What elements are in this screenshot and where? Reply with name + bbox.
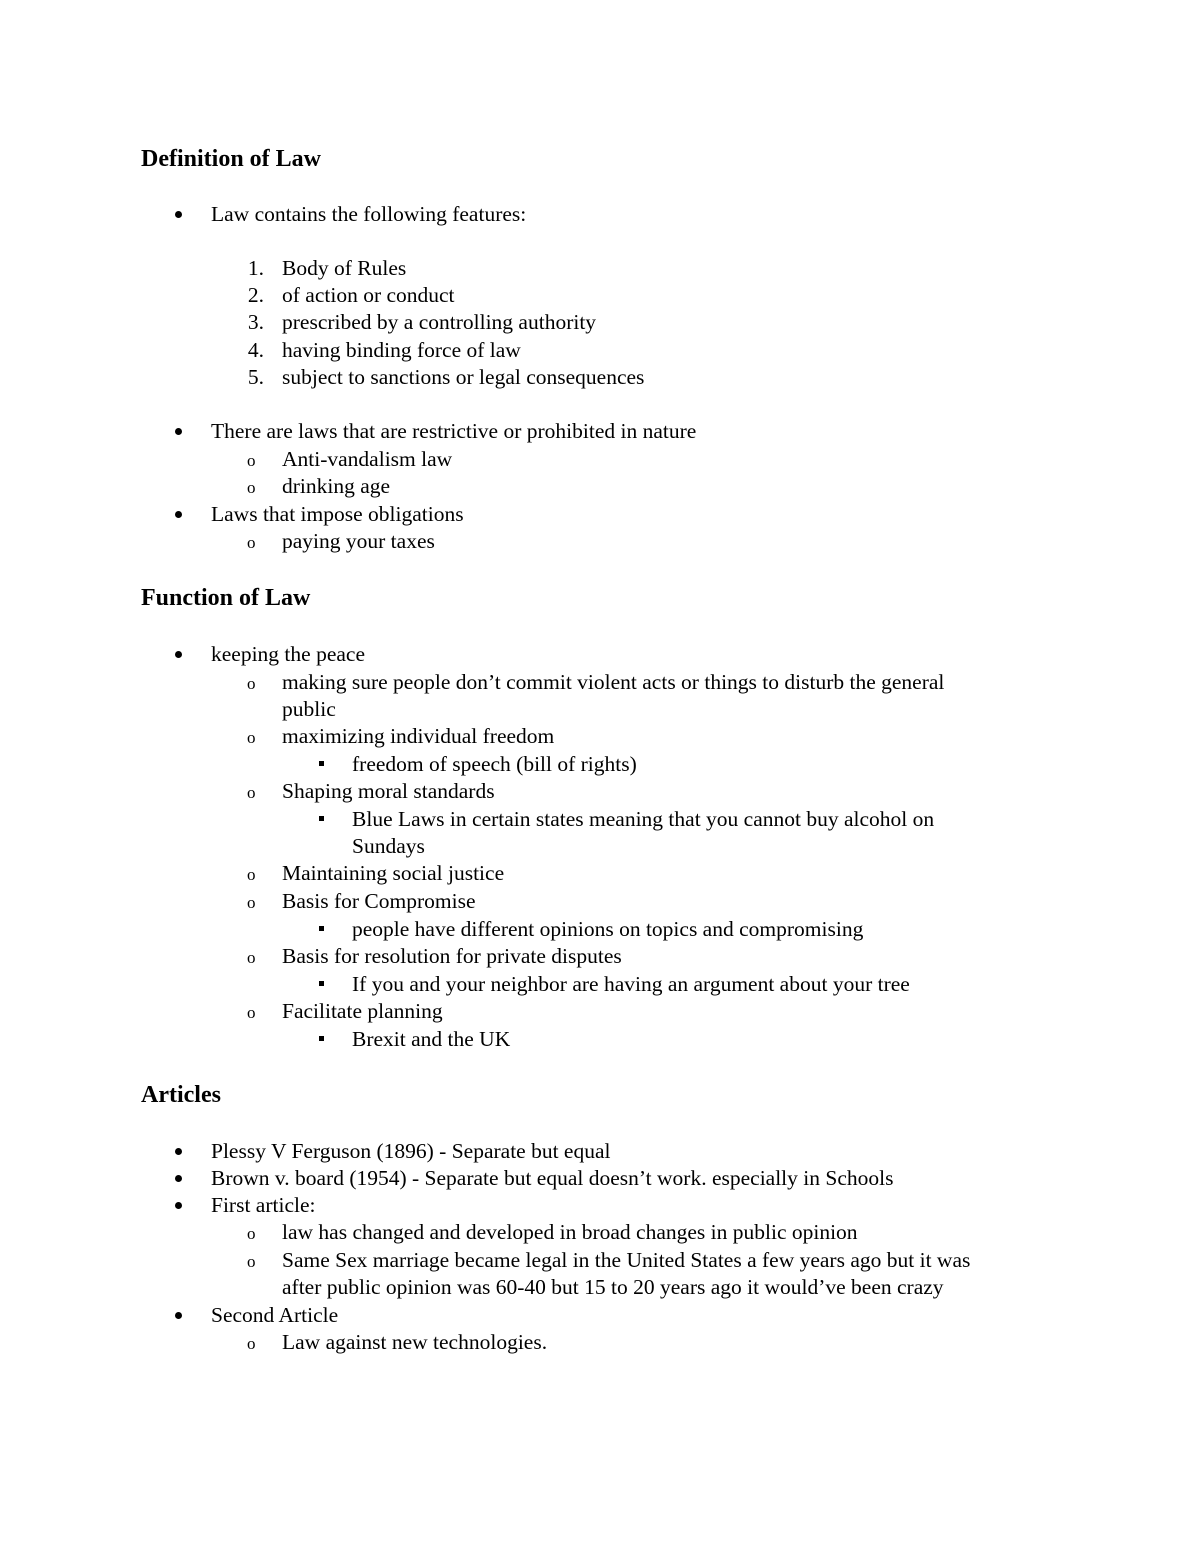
circle-bullet-icon: o <box>247 674 256 693</box>
list-item: If you and your neighbor are having an argument about your tree <box>352 972 910 996</box>
square-bullet-icon <box>319 816 324 821</box>
circle-bullet-icon: o <box>247 478 256 497</box>
list-item-continuation: public <box>282 697 336 721</box>
circle-bullet-icon: o <box>247 865 256 884</box>
bullet-icon <box>175 1148 182 1155</box>
circle-bullet-icon: o <box>247 1252 256 1271</box>
list-item: Brexit and the UK <box>352 1027 511 1051</box>
bullet-icon <box>175 651 182 658</box>
section-heading-definition: Definition of Law <box>141 146 321 172</box>
list-number: 4. <box>247 338 264 362</box>
list-item: Second Article <box>211 1303 339 1327</box>
circle-bullet-icon: o <box>247 451 256 470</box>
list-item: Maintaining social justice <box>282 861 505 885</box>
square-bullet-icon <box>319 981 324 986</box>
list-item: drinking age <box>282 474 391 498</box>
list-number: 5. <box>247 365 264 389</box>
list-item: Facilitate planning <box>282 999 443 1023</box>
list-item: Law contains the following features: <box>211 202 527 226</box>
list-item: having binding force of law <box>282 338 521 362</box>
list-item: people have different opinions on topics and compromising <box>352 917 864 941</box>
list-item-continuation: after public opinion was 60-40 but 15 to 20 years ago it would’ve been crazy <box>282 1275 944 1299</box>
list-item: Same Sex marriage became legal in the United States a few years ago but it was <box>282 1248 971 1272</box>
bullet-icon <box>175 428 182 435</box>
list-number: 2. <box>247 283 264 307</box>
square-bullet-icon <box>319 761 324 766</box>
list-item: Plessy V Ferguson (1896) - Separate but equal <box>211 1139 611 1163</box>
square-bullet-icon <box>319 926 324 931</box>
circle-bullet-icon: o <box>247 1003 256 1022</box>
list-number: 3. <box>247 310 264 334</box>
list-item: maximizing individual freedom <box>282 724 555 748</box>
circle-bullet-icon: o <box>247 533 256 552</box>
list-item: Basis for Compromise <box>282 889 476 913</box>
bullet-icon <box>175 511 182 518</box>
list-item: Brown v. board (1954) - Separate but equal doesn’t work. especially in Schools <box>211 1166 894 1190</box>
list-item: law has changed and developed in broad changes in public opinion <box>282 1220 858 1244</box>
list-item: Laws that impose obligations <box>211 502 464 526</box>
list-item: Basis for resolution for private disputes <box>282 944 622 968</box>
list-item: of action or conduct <box>282 283 455 307</box>
list-item: keeping the peace <box>211 642 365 666</box>
circle-bullet-icon: o <box>247 783 256 802</box>
bullet-icon <box>175 1202 182 1209</box>
square-bullet-icon <box>319 1036 324 1041</box>
circle-bullet-icon: o <box>247 728 256 747</box>
list-item: subject to sanctions or legal consequences <box>282 365 645 389</box>
circle-bullet-icon: o <box>247 1224 256 1243</box>
circle-bullet-icon: o <box>247 893 256 912</box>
list-item: Anti-vandalism law <box>282 447 453 471</box>
circle-bullet-icon: o <box>247 948 256 967</box>
bullet-icon <box>175 1175 182 1182</box>
list-item: prescribed by a controlling authority <box>282 310 597 334</box>
bullet-icon <box>175 211 182 218</box>
list-item-continuation: Sundays <box>352 834 425 858</box>
list-item: making sure people don’t commit violent acts or things to disturb the general <box>282 670 945 694</box>
list-item: Blue Laws in certain states meaning that you cannot buy alcohol on <box>352 807 935 831</box>
list-item: Law against new technologies. <box>282 1330 548 1354</box>
bullet-icon <box>175 1312 182 1319</box>
list-item: First article: <box>211 1193 316 1217</box>
list-item: There are laws that are restrictive or prohibited in nature <box>211 419 697 443</box>
circle-bullet-icon: o <box>247 1334 256 1353</box>
list-item: freedom of speech (bill of rights) <box>352 752 637 776</box>
list-item: Body of Rules <box>282 256 407 280</box>
section-heading-function: Function of Law <box>141 585 311 611</box>
section-heading-articles: Articles <box>141 1082 221 1108</box>
list-item: Shaping moral standards <box>282 779 495 803</box>
list-number: 1. <box>247 256 264 280</box>
list-item: paying your taxes <box>282 529 435 553</box>
